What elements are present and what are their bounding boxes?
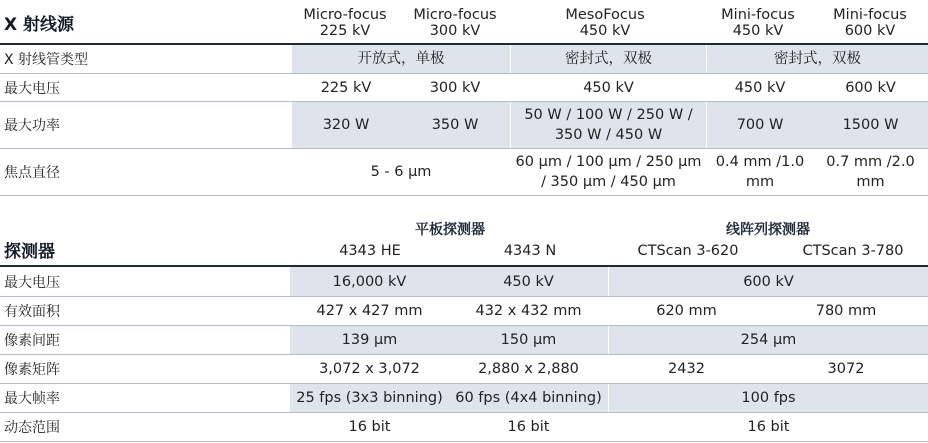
xray-focal-spot-c3-line2: / 350 µm / 450 µm bbox=[541, 174, 676, 190]
xray-max-power-c2: 350 W bbox=[431, 117, 479, 133]
xray-col-header-1 bbox=[295, 7, 395, 39]
detector-col-header-2: 4343 N bbox=[503, 243, 557, 259]
xray-row-divider-4 bbox=[0, 195, 928, 196]
detector-row-pixel-matrix-label: 像素矩阵 bbox=[4, 362, 60, 378]
detector-row-divider-6 bbox=[0, 441, 928, 442]
xray-section-title: X 射线源 bbox=[4, 15, 75, 35]
xray-focal-spot-c4-line1: 0.4 mm /1.0 bbox=[715, 154, 805, 170]
xray-focal-spot-c5 bbox=[813, 149, 928, 195]
xray-col-header-2 bbox=[405, 7, 505, 39]
xray-focal-spot-micro: 5 - 6 µm bbox=[370, 164, 432, 180]
xray-max-voltage-c2: 300 kV bbox=[429, 79, 481, 96]
detector-pixel-matrix-c4: 3072 bbox=[827, 361, 865, 377]
xray-max-power-c4: 700 W bbox=[736, 117, 784, 133]
detector-section-title: 探测器 bbox=[4, 242, 55, 262]
xray-row-focal-spot-label: 焦点直径 bbox=[4, 165, 60, 181]
xray-max-power-c5: 1500 W bbox=[842, 117, 899, 133]
detector-frame-rate-c1: 25 fps (3x3 binning) bbox=[296, 390, 443, 406]
xray-col-header-3-line2: 450 kV bbox=[579, 23, 631, 39]
xray-max-voltage-c5: 600 kV bbox=[845, 79, 896, 96]
detector-pixel-matrix-c3: 2432 bbox=[668, 361, 705, 377]
xray-col-header-3-line1: MesoFocus bbox=[565, 7, 645, 23]
xray-max-power-c3-line2: 350 W / 450 W bbox=[554, 127, 663, 143]
detector-group-line-array: 线阵列探测器 bbox=[726, 222, 810, 238]
xray-max-power-c3 bbox=[511, 102, 706, 148]
xray-col-header-1-line1: Micro-focus bbox=[303, 7, 387, 23]
xray-max-power-c3-line1: 50 W / 100 W / 250 W / bbox=[524, 107, 693, 123]
detector-col-header-4: CTScan 3-780 bbox=[802, 243, 904, 259]
xray-col-header-3 bbox=[550, 7, 660, 39]
xray-row-max-power-label: 最大功率 bbox=[4, 118, 60, 134]
detector-row-dynamic-range-label: 动态范围 bbox=[4, 420, 60, 436]
detector-pixel-pitch-c1: 139 µm bbox=[341, 332, 398, 348]
xray-tube-type-micro: 开放式，单极 bbox=[357, 51, 445, 67]
xray-col-header-2-line1: Micro-focus bbox=[413, 7, 497, 23]
detector-pixel-matrix-c2: 2,880 x 2,880 bbox=[478, 361, 579, 377]
xray-max-power-c1: 320 W bbox=[322, 117, 370, 133]
xray-col-header-2-line2: 300 kV bbox=[429, 23, 481, 39]
detector-row-active-area-label: 有效面积 bbox=[4, 304, 60, 320]
detector-group-flat-panel: 平板探测器 bbox=[415, 222, 485, 238]
detector-active-area-c1: 427 x 427 mm bbox=[316, 303, 423, 319]
xray-col-header-4-line1: Mini-focus bbox=[721, 7, 795, 23]
detector-pixel-matrix-c1: 3,072 x 3,072 bbox=[319, 361, 420, 377]
detector-max-voltage-c1: 16,000 kV bbox=[332, 273, 407, 290]
xray-col-header-5-line1: Mini-focus bbox=[833, 7, 907, 23]
xray-focal-spot-c3-line1: 60 µm / 100 µm / 250 µm bbox=[515, 154, 702, 170]
detector-frame-rate-c2: 60 fps (4x4 binning) bbox=[455, 390, 602, 406]
xray-col-header-1-line2: 225 kV bbox=[319, 23, 371, 39]
detector-pixel-pitch-c2: 150 µm bbox=[500, 332, 557, 348]
xray-focal-spot-c3 bbox=[511, 149, 706, 195]
detector-active-area-c3: 620 mm bbox=[656, 303, 717, 319]
xray-max-voltage-c4: 450 kV bbox=[734, 79, 786, 96]
xray-max-voltage-c3: 450 kV bbox=[583, 79, 634, 96]
xray-col-header-4-line2: 450 kV bbox=[732, 23, 784, 39]
detector-max-voltage-c2: 450 kV bbox=[503, 273, 554, 290]
xray-col-header-4 bbox=[708, 7, 808, 39]
xray-focal-spot-c5-line2: mm bbox=[856, 174, 885, 190]
detector-dynamic-range-line: 16 bit bbox=[747, 419, 790, 435]
detector-col-header-1: 4343 HE bbox=[339, 243, 401, 259]
xray-tube-type-mini: 密封式，双极 bbox=[774, 51, 861, 67]
detector-pixel-pitch-line: 254 µm bbox=[740, 332, 797, 348]
detector-max-voltage-line: 600 kV bbox=[743, 273, 794, 290]
xray-focal-spot-c4-line2: mm bbox=[745, 174, 775, 190]
detector-active-area-c4: 780 mm bbox=[815, 303, 877, 319]
xray-col-header-5-line2: 600 kV bbox=[844, 23, 896, 39]
xray-col-header-5 bbox=[820, 7, 920, 39]
detector-dynamic-range-c1: 16 bit bbox=[348, 419, 391, 435]
detector-dynamic-range-c2: 16 bit bbox=[507, 419, 550, 435]
xray-max-voltage-c1: 225 kV bbox=[320, 79, 372, 96]
xray-row-tube-type-label: X 射线管类型 bbox=[4, 52, 89, 68]
xray-focal-spot-c4 bbox=[707, 149, 813, 195]
detector-col-header-3: CTScan 3-620 bbox=[637, 243, 739, 259]
detector-frame-rate-line: 100 fps bbox=[741, 390, 796, 406]
xray-tube-type-meso: 密封式，双极 bbox=[565, 51, 652, 67]
detector-row-frame-rate-label: 最大帧率 bbox=[4, 391, 60, 407]
detector-row-pixel-pitch-label: 像素间距 bbox=[4, 333, 60, 349]
xray-focal-spot-c5-line1: 0.7 mm /2.0 bbox=[826, 154, 915, 170]
detector-row-max-voltage-label: 最大电压 bbox=[4, 274, 60, 291]
xray-row-max-voltage-label: 最大电压 bbox=[4, 80, 60, 97]
detector-active-area-c2: 432 x 432 mm bbox=[475, 303, 582, 319]
